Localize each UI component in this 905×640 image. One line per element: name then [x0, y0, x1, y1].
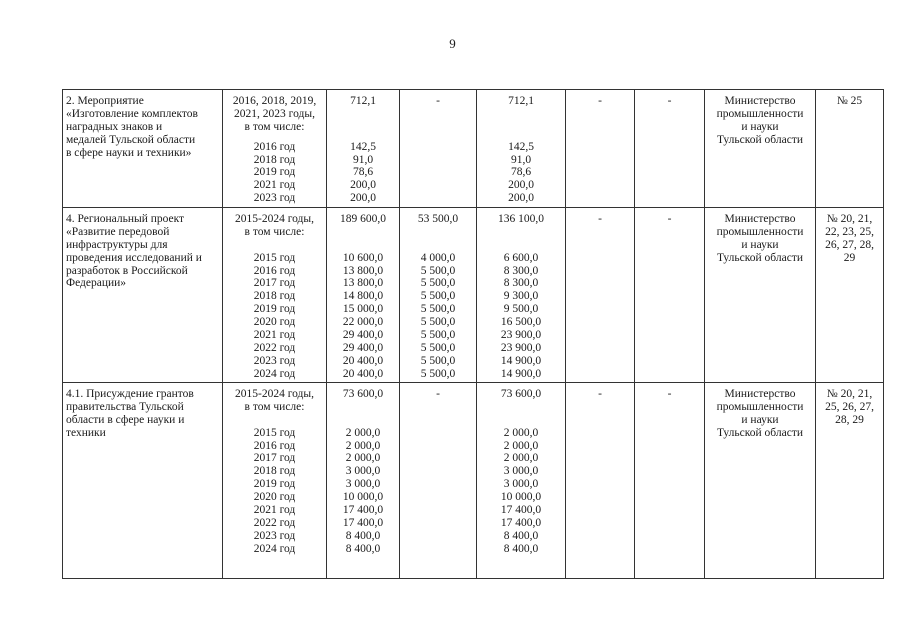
amount-year: 17 400,0	[342, 504, 384, 517]
period-line: 2021, 2023 годы,	[234, 107, 315, 120]
year-label: 2016 год	[253, 264, 296, 277]
amount-year: 91,0	[352, 153, 374, 166]
dash: -	[598, 213, 602, 225]
local-budget-cell	[566, 383, 635, 579]
period-cell	[223, 208, 327, 383]
amount-year: 8 300,0	[503, 264, 539, 277]
year-label: 2015 год	[253, 251, 296, 264]
amount-year: 5 500,0	[420, 316, 456, 329]
amount-year: 200,0	[508, 192, 534, 205]
amount-year: 13 800,0	[342, 277, 384, 290]
total-cell	[327, 90, 400, 208]
executor-cell	[705, 383, 816, 579]
total-cell	[327, 383, 400, 579]
activity-name-cell	[63, 208, 223, 383]
federal-cell	[400, 208, 477, 383]
amount-year: 16 500,0	[500, 316, 542, 329]
amount-total: 53 500,0	[417, 213, 459, 225]
amount-year: 2 000,0	[345, 439, 381, 452]
amount-year: 8 400,0	[503, 529, 539, 542]
executor-line: и науки	[741, 120, 779, 133]
activity-name-line: 2. Мероприятие	[66, 95, 144, 107]
dash: -	[667, 388, 672, 400]
year-label: 2023 год	[253, 192, 296, 205]
amount-total: 73 600,0	[500, 388, 542, 400]
amount-year: 6 600,0	[503, 251, 539, 264]
executor-line: промышленности	[716, 107, 804, 120]
amount-year: 5 500,0	[420, 277, 456, 290]
table-row	[63, 90, 884, 208]
amount-year: 9 300,0	[503, 290, 539, 303]
period-cell	[223, 383, 327, 579]
year-label: 2021 год	[253, 504, 296, 517]
year-label: 2018 год	[253, 153, 296, 166]
amount-year: 3 000,0	[503, 465, 539, 478]
amount-year: 17 400,0	[500, 516, 542, 529]
activity-name-line: «Изготовление комплектов	[66, 107, 198, 120]
dash: -	[667, 213, 672, 225]
amount-total: 712,1	[350, 95, 376, 107]
amount-year: 5 500,0	[420, 290, 456, 303]
amount-year: 14 800,0	[342, 290, 384, 303]
year-label: 2024 год	[253, 542, 296, 555]
activity-name-line: правительства Тульской	[66, 400, 184, 413]
year-label: 2022 год	[253, 516, 296, 529]
amount-year: 15 000,0	[342, 303, 384, 316]
indicator-line: 28, 29	[835, 413, 864, 426]
amount-year: 5 500,0	[420, 264, 456, 277]
year-label: 2021 год	[253, 179, 296, 192]
amount-total: 136 100,0	[498, 213, 544, 225]
amount-year: 2 000,0	[503, 426, 539, 439]
local-budget-cell	[566, 208, 635, 383]
federal-cell	[400, 90, 477, 208]
budget-table	[62, 89, 884, 579]
amount-total: 73 600,0	[342, 388, 384, 400]
amount-total: 189 600,0	[340, 213, 386, 225]
amount-year: 17 400,0	[500, 504, 542, 517]
activity-name-line: медалей Тульской области	[66, 133, 196, 146]
year-label: 2016 год	[253, 140, 296, 153]
executor-line: и науки	[741, 413, 779, 426]
amount-year: 78,6	[510, 166, 532, 179]
extra-budget-cell	[635, 208, 705, 383]
amount-total: 712,1	[508, 95, 534, 107]
executor-line: и науки	[741, 238, 779, 251]
total-cell	[327, 208, 400, 383]
table-row	[63, 383, 884, 579]
dash: -	[667, 95, 672, 107]
amount-year: 13 800,0	[342, 264, 384, 277]
amount-year: 14 900,0	[500, 367, 542, 380]
period-line: 2015-2024 годы,	[234, 388, 314, 400]
executor-line: Тульской области	[716, 133, 803, 146]
amount-year: 5 500,0	[420, 329, 456, 342]
period-cell	[223, 90, 327, 208]
activity-name-cell	[63, 90, 223, 208]
activity-name-line: разработок в Российской	[66, 264, 188, 277]
activity-name-line: 4. Региональный проект	[66, 213, 185, 225]
indicator-line: 29	[843, 251, 856, 264]
year-label: 2020 год	[253, 491, 296, 504]
extra-budget-cell	[635, 383, 705, 579]
indicators-cell	[816, 383, 884, 579]
indicator-line: № 20, 21,	[826, 213, 873, 225]
amount-year: 17 400,0	[342, 516, 384, 529]
year-label: 2024 год	[253, 367, 296, 380]
executor-line: Министерство	[724, 95, 796, 107]
activity-name-line: техники	[66, 426, 106, 439]
amount-year: 2 000,0	[345, 452, 381, 465]
indicator-line: 22, 23, 25,	[825, 225, 874, 238]
amount-year: 3 000,0	[345, 465, 381, 478]
activity-name-line: инфраструктуры для	[66, 238, 168, 251]
amount-year: 22 000,0	[342, 316, 384, 329]
indicators-cell	[816, 90, 884, 208]
executor-line: промышленности	[716, 400, 804, 413]
year-label: 2022 год	[253, 341, 296, 354]
period-line: 2016, 2018, 2019,	[232, 95, 317, 107]
indicator-line: № 20, 21,	[826, 388, 873, 400]
year-label: 2018 год	[253, 290, 296, 303]
amount-year: 8 400,0	[345, 529, 381, 542]
activity-name-line: Федерации»	[66, 277, 127, 290]
amount-year: 4 000,0	[420, 251, 456, 264]
federal-cell	[400, 383, 477, 579]
year-label: 2019 год	[253, 478, 296, 491]
period-line: в том числе:	[244, 120, 305, 133]
year-label: 2015 год	[253, 426, 296, 439]
year-label: 2018 год	[253, 465, 296, 478]
amount-year: 142,5	[350, 140, 376, 153]
year-label: 2017 год	[253, 452, 296, 465]
regional-cell	[477, 383, 566, 579]
indicators-cell	[816, 208, 884, 383]
amount-year: 5 500,0	[420, 341, 456, 354]
year-label: 2023 год	[253, 529, 296, 542]
year-label: 2019 год	[253, 303, 296, 316]
year-label: 2016 год	[253, 439, 296, 452]
executor-line: промышленности	[716, 225, 804, 238]
table-row	[63, 208, 884, 383]
amount-year: 10 000,0	[342, 491, 384, 504]
amount-year: 29 400,0	[342, 329, 384, 342]
activity-name-line: в сфере науки и техники»	[66, 146, 192, 159]
activity-name-cell	[63, 383, 223, 579]
amount-year: 3 000,0	[345, 478, 381, 491]
amount-year: 8 400,0	[345, 542, 381, 555]
amount-year: 200,0	[350, 179, 376, 192]
year-label: 2017 год	[253, 277, 296, 290]
amount-year: 14 900,0	[500, 354, 542, 367]
extra-budget-cell	[635, 90, 705, 208]
amount-year: 3 000,0	[503, 478, 539, 491]
amount-year: 20 400,0	[342, 367, 384, 380]
amount-year: 2 000,0	[345, 426, 381, 439]
year-label: 2023 год	[253, 354, 296, 367]
amount-year: 2 000,0	[503, 452, 539, 465]
activity-name-line: 4.1. Присуждение грантов	[66, 388, 194, 400]
executor-line: Тульской области	[716, 251, 803, 264]
amount-year: 10 600,0	[342, 251, 384, 264]
year-label: 2020 год	[253, 316, 296, 329]
regional-cell	[477, 90, 566, 208]
period-line: в том числе:	[244, 400, 305, 413]
activity-name-line: области в сфере науки и	[66, 413, 185, 426]
amount-year: 29 400,0	[342, 341, 384, 354]
executor-cell	[705, 90, 816, 208]
dash: -	[598, 95, 602, 107]
activity-name-line: «Развитие передовой	[66, 225, 170, 238]
activity-name-line: наградных знаков и	[66, 120, 163, 133]
activity-name-line: проведения исследований и	[66, 251, 202, 264]
indicator-line: № 25	[836, 95, 863, 107]
year-label: 2021 год	[253, 329, 296, 342]
period-line: 2015-2024 годы,	[234, 213, 314, 225]
amount-year: 8 400,0	[503, 542, 539, 555]
amount-year: 142,5	[508, 140, 534, 153]
amount-total: -	[436, 388, 440, 400]
amount-year: 5 500,0	[420, 367, 456, 380]
amount-year: 10 000,0	[500, 491, 542, 504]
page-number: 9	[449, 36, 456, 51]
executor-line: Министерство	[724, 213, 796, 225]
amount-year: 5 500,0	[420, 303, 456, 316]
amount-year: 8 300,0	[503, 277, 539, 290]
amount-year: 78,6	[352, 166, 374, 179]
executor-line: Министерство	[724, 388, 796, 400]
local-budget-cell	[566, 90, 635, 208]
executor-cell	[705, 208, 816, 383]
amount-year: 20 400,0	[342, 354, 384, 367]
period-line: в том числе:	[244, 225, 305, 238]
amount-year: 2 000,0	[503, 439, 539, 452]
indicator-line: 26, 27, 28,	[825, 238, 874, 251]
amount-year: 200,0	[350, 192, 376, 205]
dash: -	[598, 388, 602, 400]
amount-total: -	[436, 95, 440, 107]
executor-line: Тульской области	[716, 426, 803, 439]
indicator-line: 25, 26, 27,	[825, 400, 874, 413]
year-label: 2019 год	[253, 166, 296, 179]
amount-year: 91,0	[510, 153, 532, 166]
amount-year: 23 900,0	[500, 341, 542, 354]
amount-year: 200,0	[508, 179, 534, 192]
amount-year: 5 500,0	[420, 354, 456, 367]
amount-year: 23 900,0	[500, 329, 542, 342]
regional-cell	[477, 208, 566, 383]
amount-year: 9 500,0	[503, 303, 539, 316]
